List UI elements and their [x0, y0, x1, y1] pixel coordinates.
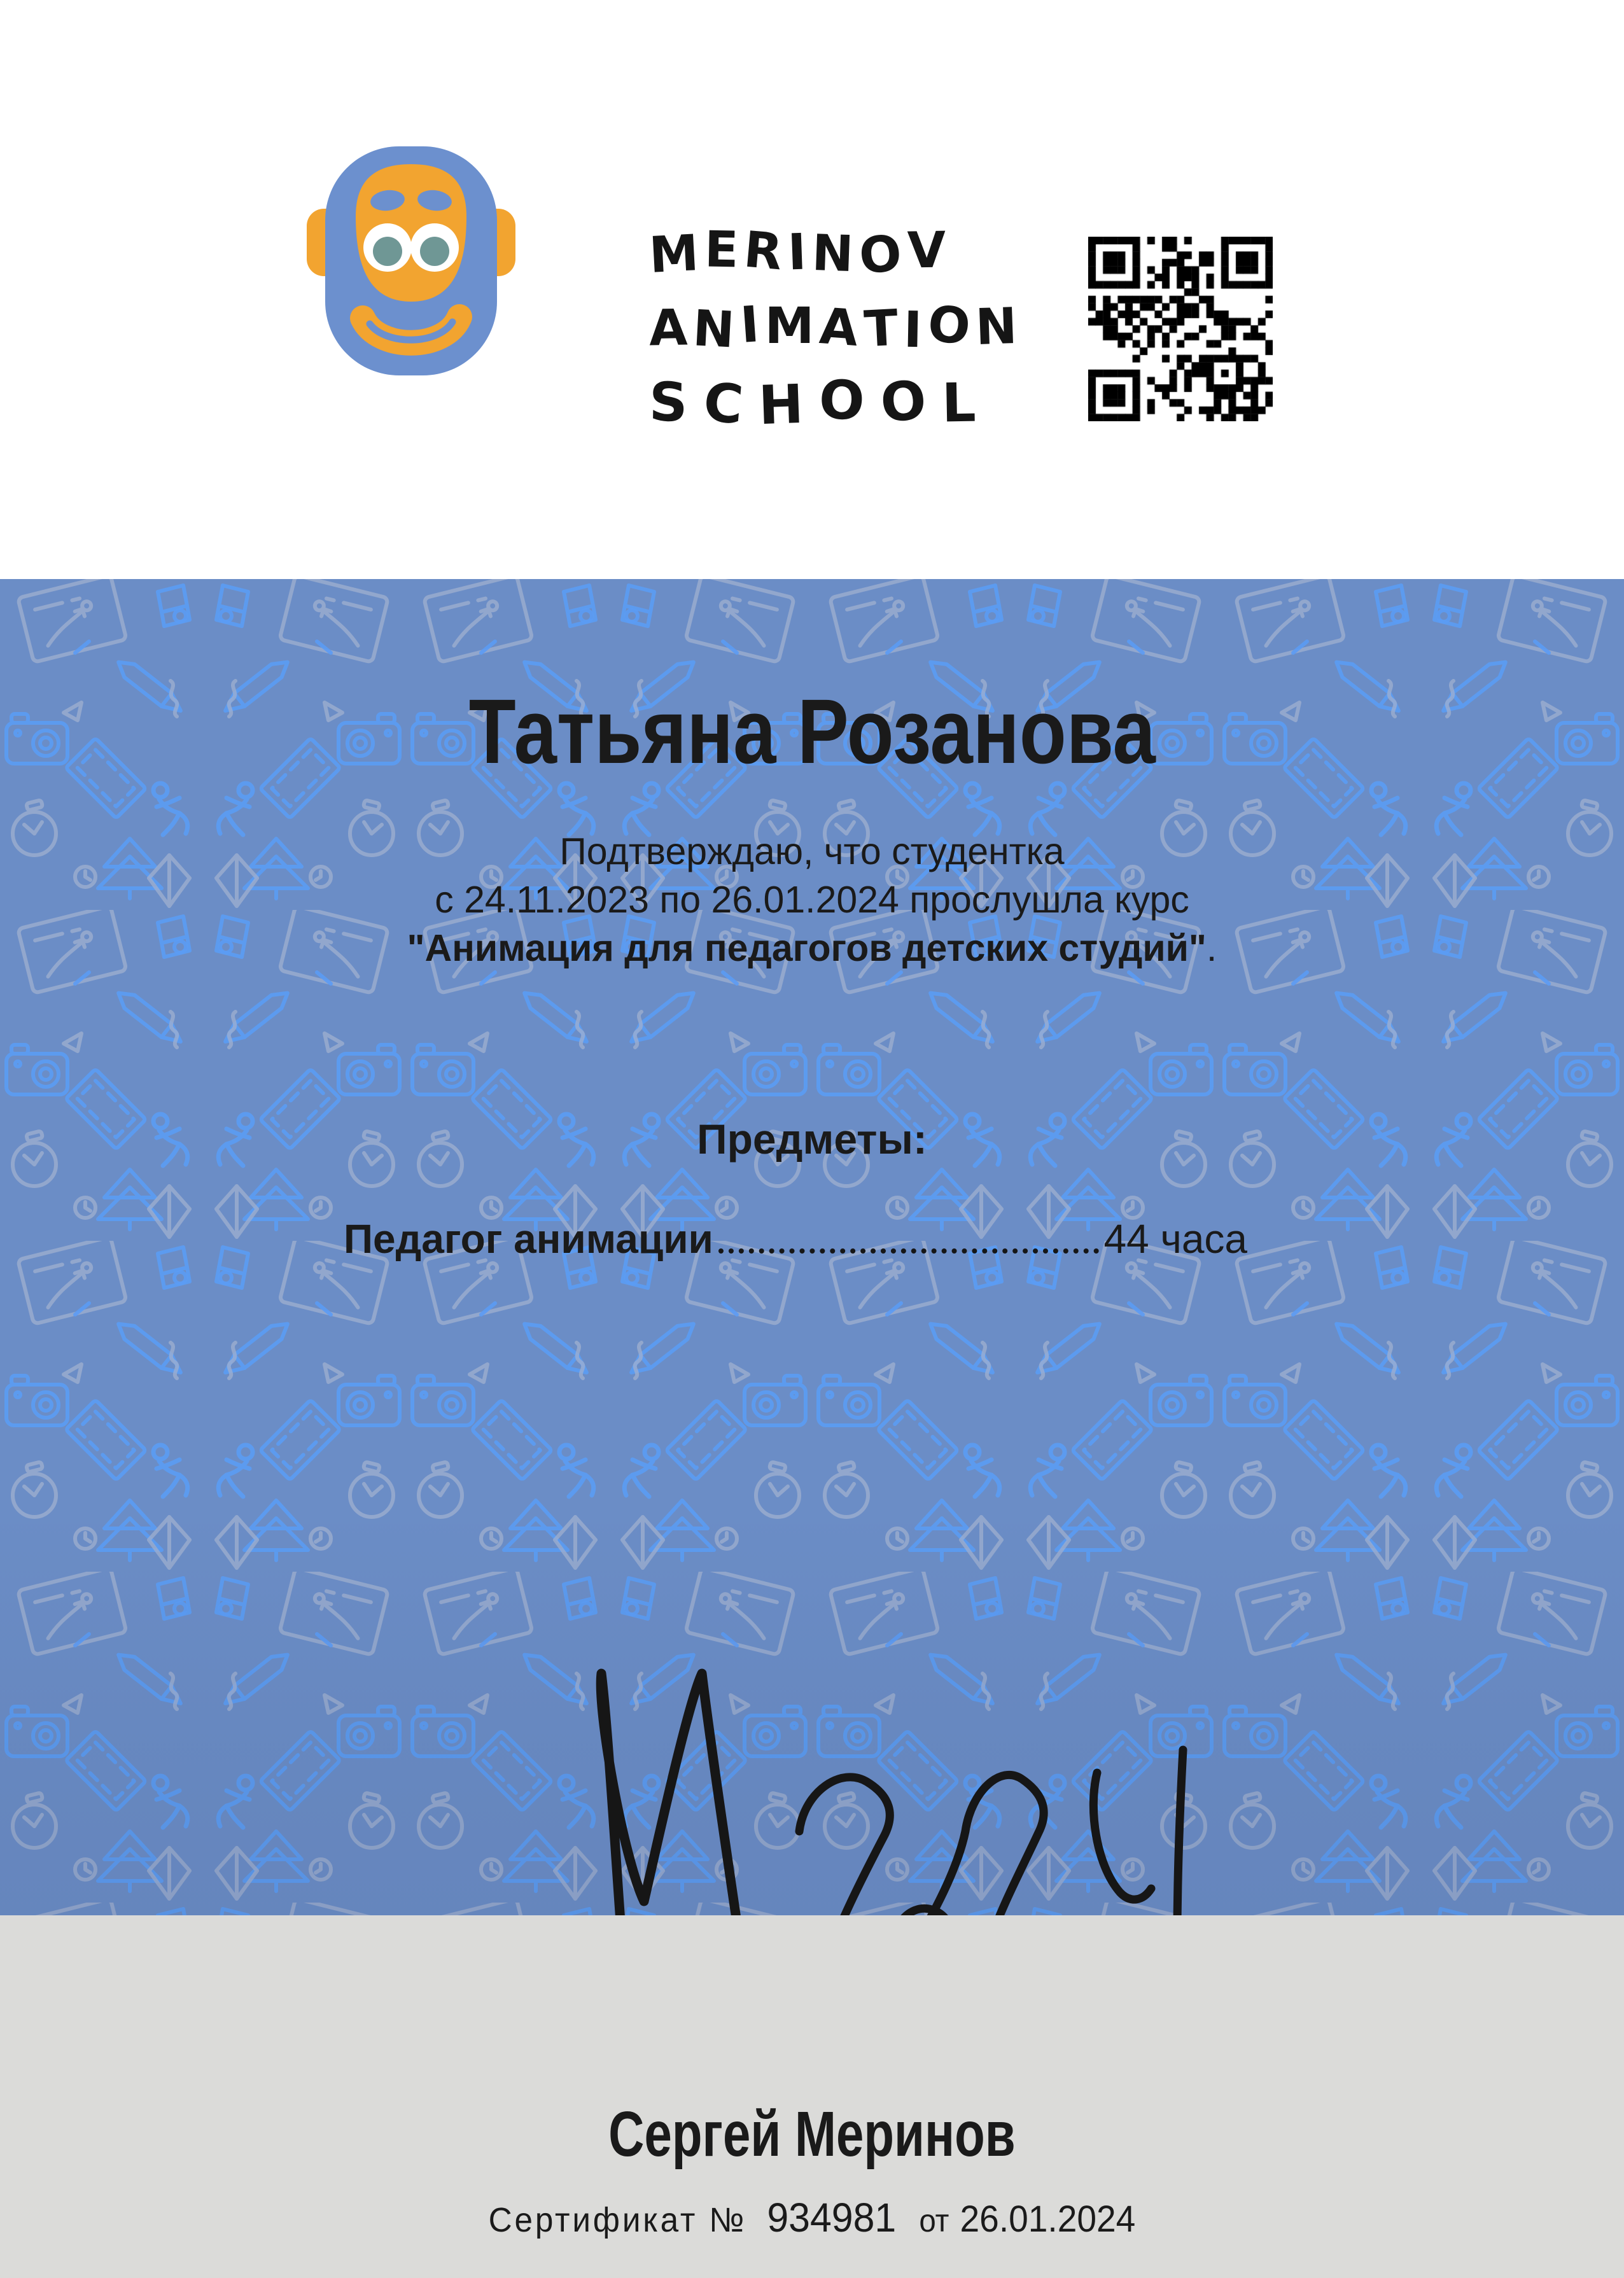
course-title-line: [0, 924, 1624, 972]
statement-line-1: Подтверждаю, что студентка: [559, 830, 1065, 872]
course-title-period: .: [1206, 927, 1217, 969]
signer-name: Сергей Меринов: [608, 2099, 1016, 2170]
subject-name: Педагог анимации: [344, 1216, 713, 1262]
subject-hours: 44 часа: [1103, 1216, 1247, 1262]
school-logo-robot-icon: [305, 145, 517, 382]
certificate-number: 934981: [767, 2195, 897, 2240]
dot-leader: [718, 1248, 1099, 1254]
logo-line-3: S C H O O L: [648, 368, 977, 437]
qr-code: [1088, 237, 1273, 421]
band-shade: [0, 1508, 1624, 1915]
statement: [0, 827, 1624, 972]
course-title: "Анимация для педагогов детских студий": [407, 927, 1207, 969]
certificate-label: Сертификат №: [488, 2201, 747, 2239]
student-name: Татьяна Розанова: [468, 680, 1156, 783]
logo-line-1: MERINOV: [647, 221, 946, 286]
statement-line-2: с 24.11.2023 по 26.01.2024 прослушла курс: [435, 879, 1189, 921]
header-band: [0, 0, 1624, 579]
school-logo-text: [649, 215, 1056, 440]
certificate-date: 26.01.2024: [960, 2198, 1136, 2240]
subjects-heading: Предметы:: [697, 1115, 927, 1163]
certificate-body: [0, 579, 1624, 1915]
subject-row: [344, 1215, 1247, 1262]
date-preposition: от: [919, 2203, 949, 2239]
logo-line-2: ANIMATION: [648, 295, 1019, 360]
certificate-number-line: [41, 2194, 1583, 2241]
footer-band: [0, 1915, 1624, 2278]
